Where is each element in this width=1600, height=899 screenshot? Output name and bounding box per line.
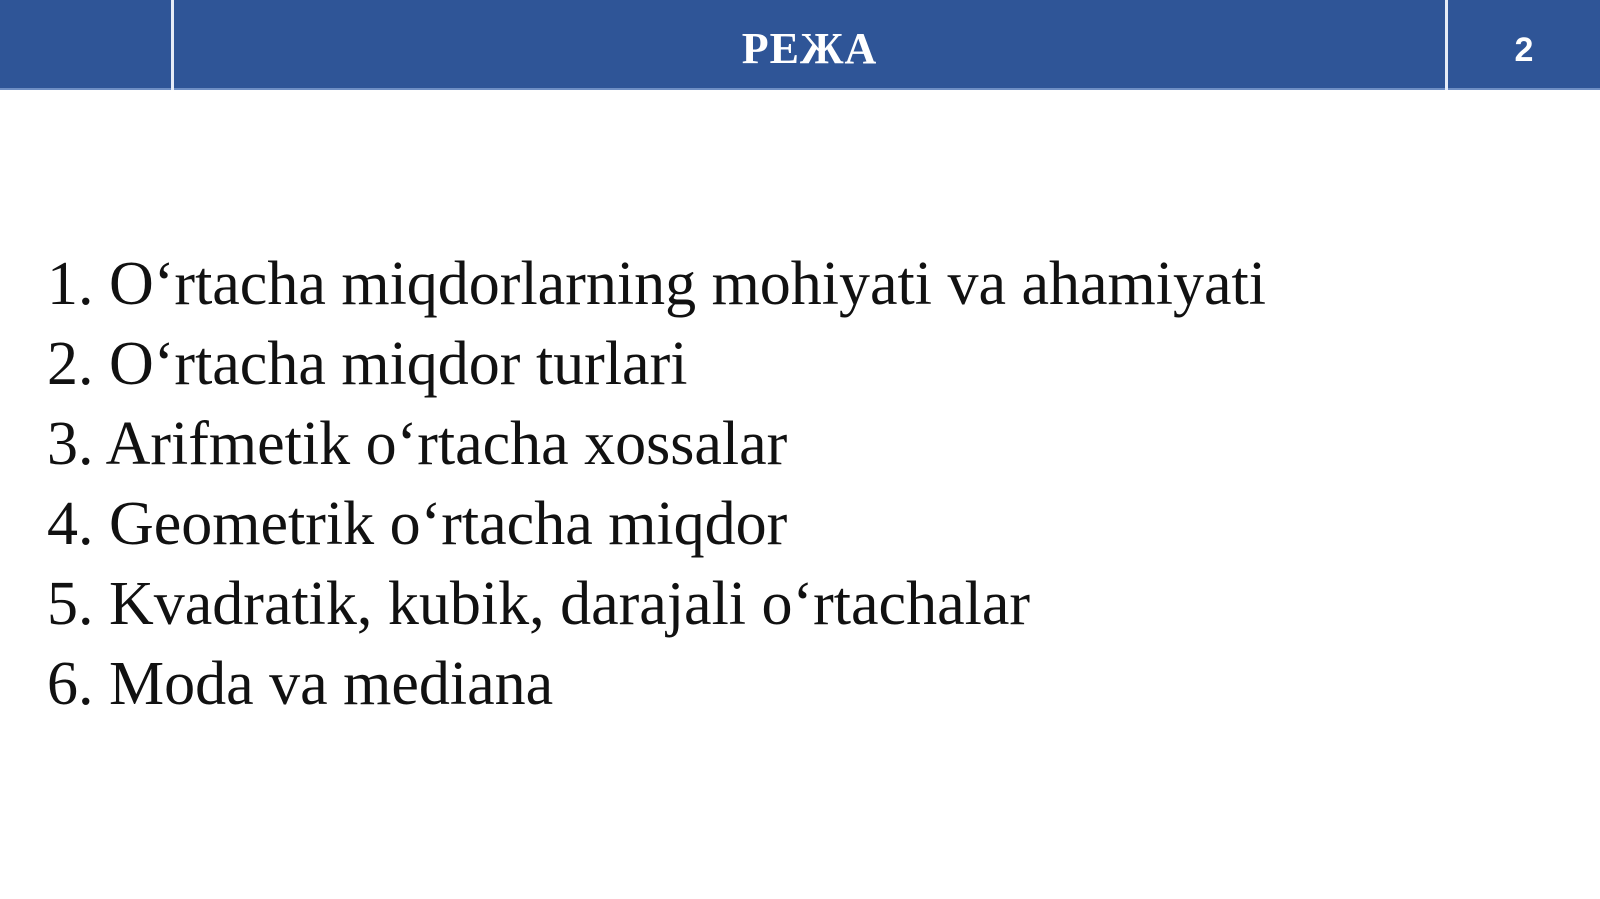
plan-item-3: 3. Arifmetik o‘rtacha xossalar	[47, 410, 788, 478]
plan-list	[47, 244, 1547, 724]
plan-item-1: 1. O‘rtacha miqdorlarning mohiyati va ahamiyati	[47, 250, 1266, 318]
plan-item-4: 4. Geometrik o‘rtacha miqdor	[47, 490, 788, 558]
plan-item-2: 2. O‘rtacha miqdor turlari	[47, 330, 688, 398]
plan-item-6: 6. Moda va mediana	[47, 650, 554, 718]
slide-header-bar	[0, 0, 1600, 90]
slide-number: 2	[1514, 31, 1534, 69]
slide-title: РЕЖА	[741, 24, 878, 73]
plan-item-5: 5. Kvadratik, kubik, darajali o‘rtachalar	[47, 570, 1030, 638]
